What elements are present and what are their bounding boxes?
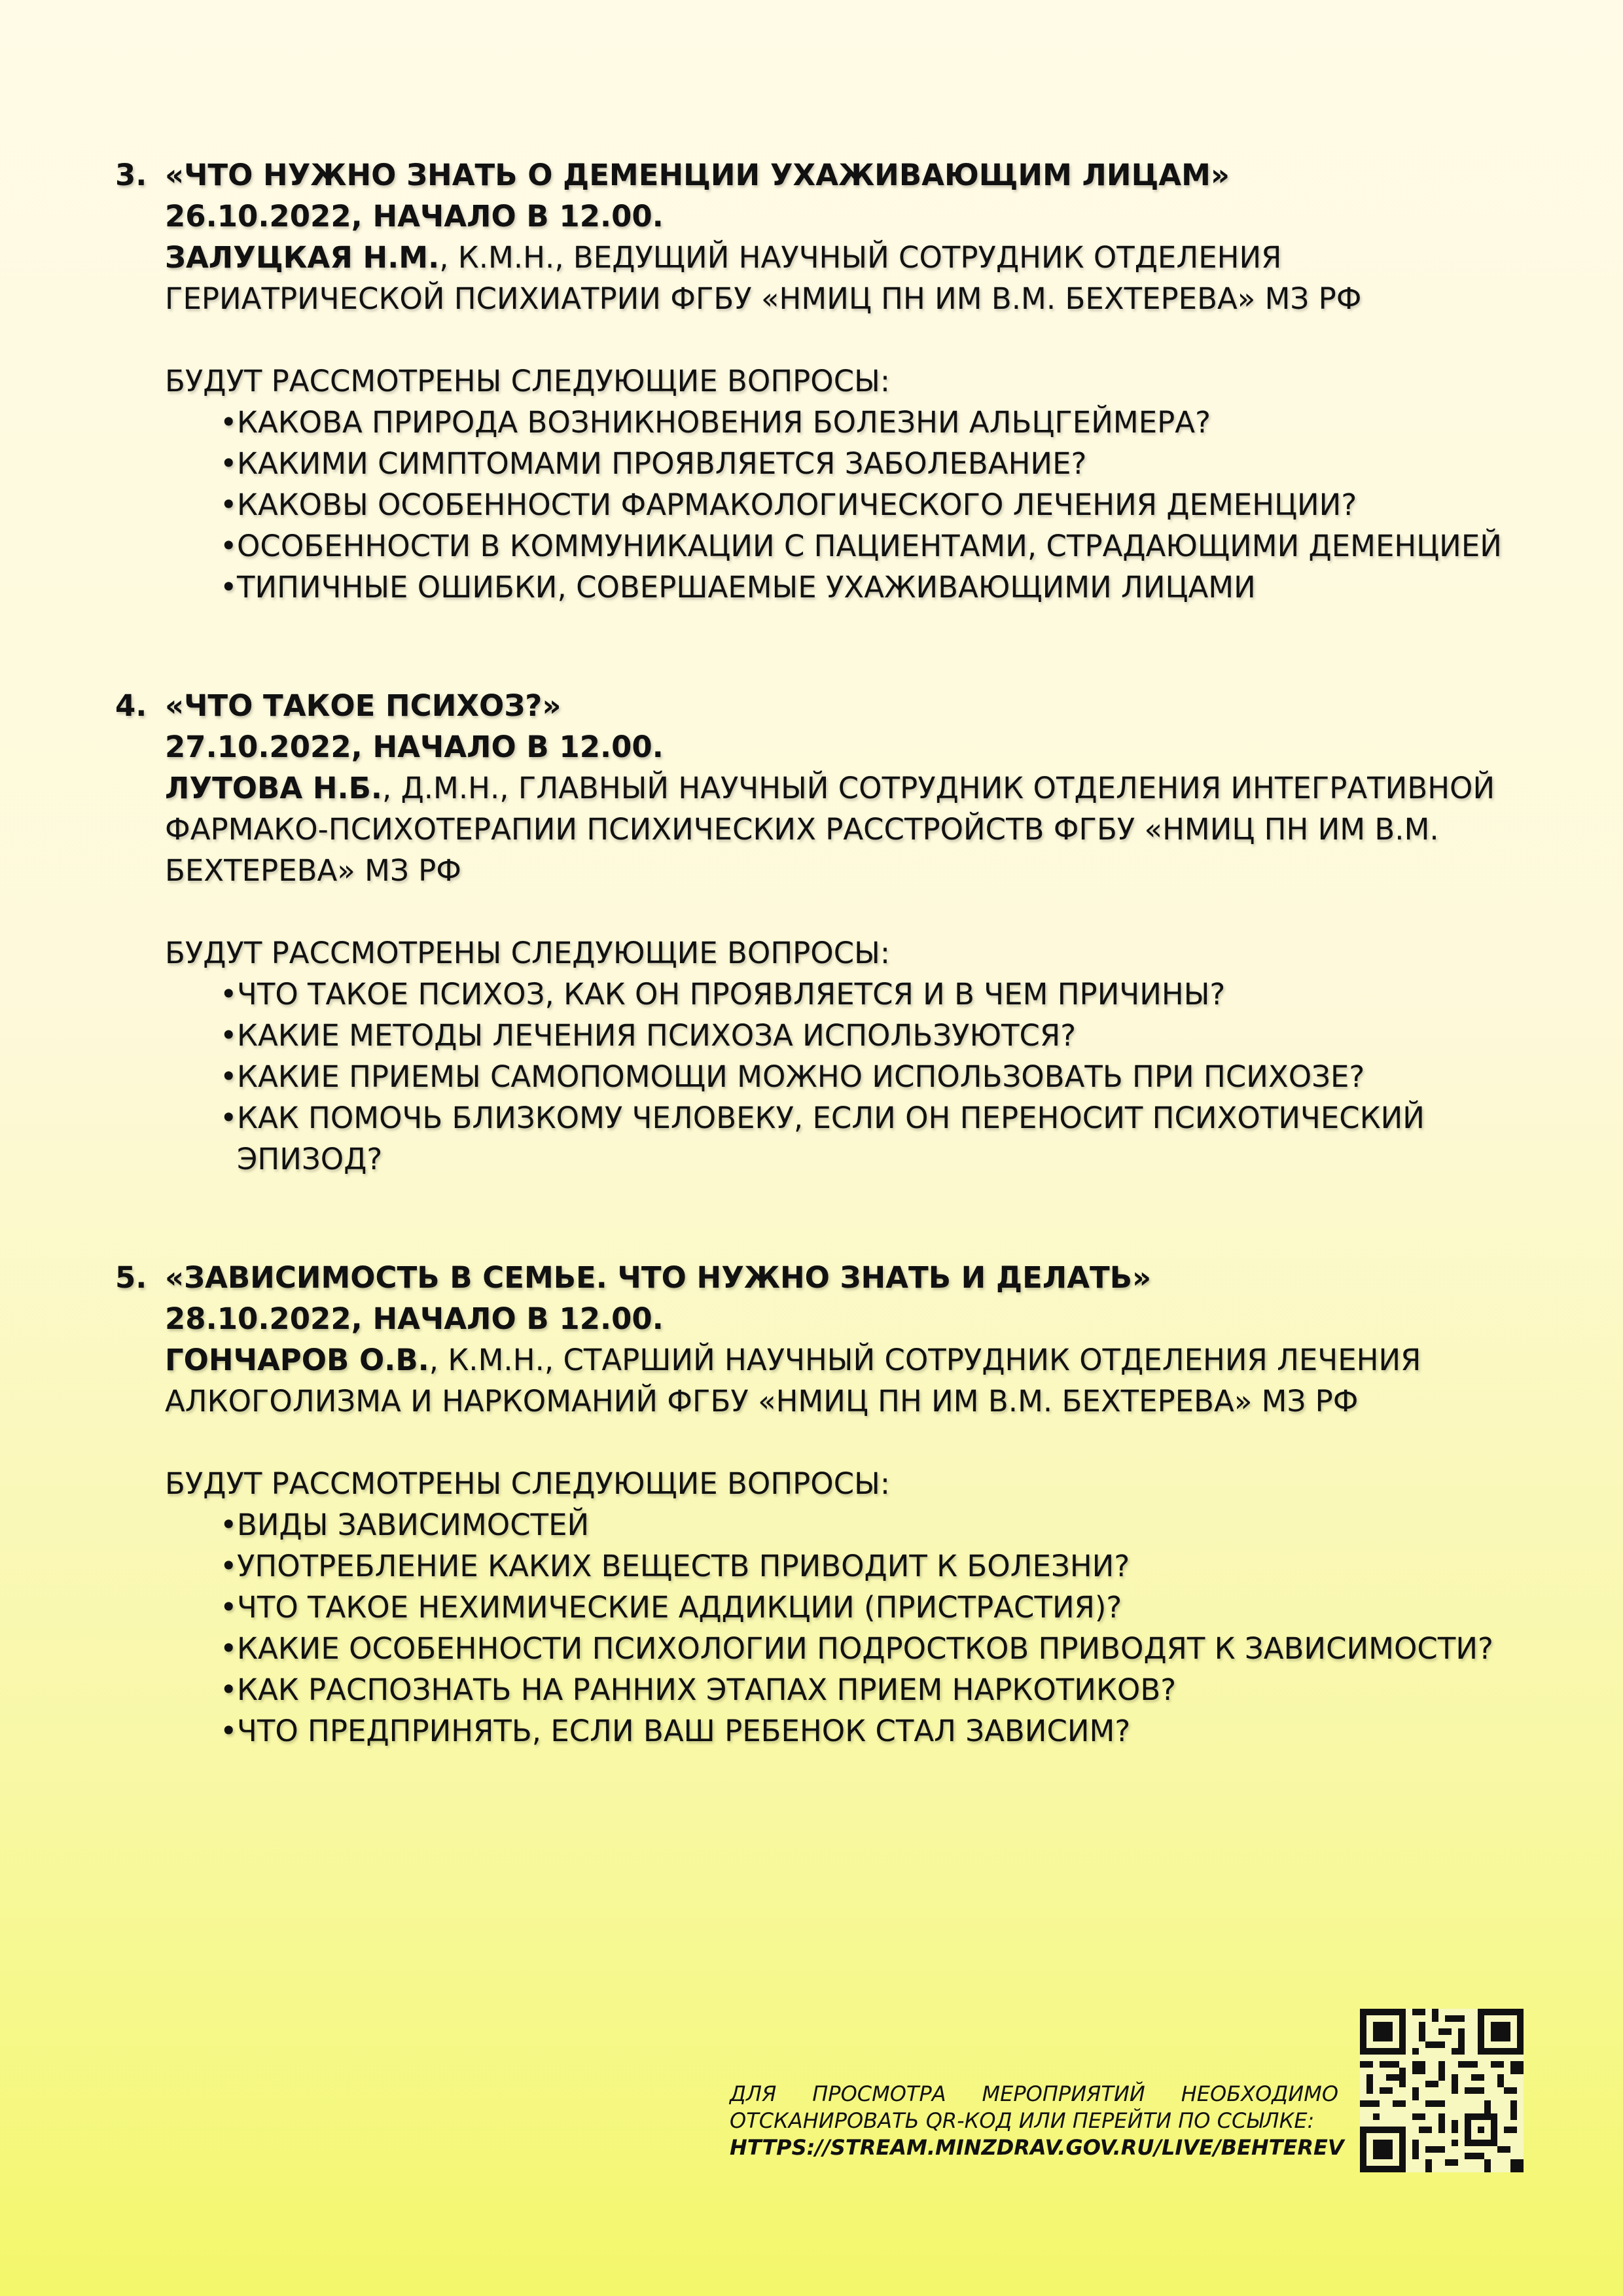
list-item: • ЧТО ТАКОЕ НЕХИМИЧЕСКИЕ АДДИКЦИИ (ПРИСТРАСТИЯ)?: [220, 1587, 1542, 1628]
questions-heading: БУДУТ РАССМОТРЕНЫ СЛЕДУЮЩИЕ ВОПРОСЫ:: [165, 936, 891, 970]
list-item: • КАКИЕ МЕТОДЫ ЛЕЧЕНИЯ ПСИХОЗА ИСПОЛЬЗУЮТСЯ?: [220, 1015, 1542, 1056]
questions-list: [165, 974, 1542, 1180]
speaker-name: ЗАЛУЦКАЯ Н.М.: [165, 240, 440, 275]
list-item: • КАКОВА ПРИРОДА ВОЗНИКНОВЕНИЯ БОЛЕЗНИ АЛЬЦГЕЙМЕРА?: [220, 402, 1542, 443]
questions-list: [165, 402, 1542, 608]
questions-list: [165, 1504, 1542, 1752]
event-number: 4.: [115, 688, 147, 723]
list-item: • ОСОБЕННОСТИ В КОММУНИКАЦИИ С ПАЦИЕНТАМИ, СТРАДАЮЩИМИ ДЕМЕНЦИЕЙ: [220, 525, 1542, 567]
event-number: 5.: [115, 1260, 147, 1295]
list-item: • ЧТО ТАКОЕ ПСИХОЗ, КАК ОН ПРОЯВЛЯЕТСЯ И В ЧЕМ ПРИЧИНЫ?: [220, 974, 1542, 1015]
event-section: [115, 154, 1542, 608]
event-title: «ЧТО НУЖНО ЗНАТЬ О ДЕМЕНЦИИ УХАЖИВАЮЩИМ ЛИЦАМ»: [165, 158, 1230, 192]
speaker-name: ЛУТОВА Н.Б.: [165, 771, 382, 805]
speaker-name: ГОНЧАРОВ О.В.: [165, 1343, 429, 1377]
event-number: 3.: [115, 158, 147, 192]
list-item: • КАКОВЫ ОСОБЕННОСТИ ФАРМАКОЛОГИЧЕСКОГО ЛЕЧЕНИЯ ДЕМЕНЦИИ?: [220, 484, 1542, 525]
list-item: • ВИДЫ ЗАВИСИМОСТЕЙ: [220, 1504, 1542, 1545]
list-item: • КАКИМИ СИМПТОМАМИ ПРОЯВЛЯЕТСЯ ЗАБОЛЕВАНИЕ?: [220, 443, 1542, 484]
list-item: • ТИПИЧНЫЕ ОШИБКИ, СОВЕРШАЕМЫЕ УХАЖИВАЮЩИМИ ЛИЦАМИ: [220, 567, 1542, 608]
event-title: «ЗАВИСИМОСТЬ В СЕМЬЕ. ЧТО НУЖНО ЗНАТЬ И ДЕЛАТЬ»: [165, 1260, 1152, 1295]
list-item: • КАКИЕ ПРИЕМЫ САМОПОМОЩИ МОЖНО ИСПОЛЬЗОВАТЬ ПРИ ПСИХОЗЕ?: [220, 1056, 1542, 1097]
event-date: 28.10.2022, НАЧАЛО В 12.00.: [165, 1301, 664, 1336]
list-item: • КАКИЕ ОСОБЕННОСТИ ПСИХОЛОГИИ ПОДРОСТКОВ ПРИВОДЯТ К ЗАВИСИМОСТИ?: [220, 1628, 1542, 1669]
event-date: 27.10.2022, НАЧАЛО В 12.00.: [165, 730, 664, 764]
list-item: • УПОТРЕБЛЕНИЕ КАКИХ ВЕЩЕСТВ ПРИВОДИТ К БОЛЕЗНИ?: [220, 1545, 1542, 1587]
footer-note: [730, 2081, 1344, 2161]
speaker-info: ГОНЧАРОВ О.В., К.М.Н., СТАРШИЙ НАУЧНЫЙ СОТРУДНИК ОТДЕЛЕНИЯ ЛЕЧЕНИЯ АЛКОГОЛИЗМА И НАРКОМАНИЙ ФГБУ «НМИЦ ПН ИМ В.М. БЕХТЕРЕВА» МЗ РФ: [165, 1343, 1421, 1419]
stream-link[interactable]: HTTPS://STREAM.MINZDRAV.GOV.RU/LIVE/BEHTEREV: [730, 2135, 1344, 2160]
list-item: • КАК РАСПОЗНАТЬ НА РАННИХ ЭТАПАХ ПРИЕМ НАРКОТИКОВ?: [220, 1669, 1542, 1710]
list-item: • ЧТО ПРЕДПРИНЯТЬ, ЕСЛИ ВАШ РЕБЕНОК СТАЛ ЗАВИСИМ?: [220, 1710, 1542, 1752]
list-item: • КАК ПОМОЧЬ БЛИЗКОМУ ЧЕЛОВЕКУ, ЕСЛИ ОН ПЕРЕНОСИТ ПСИХОТИЧЕСКИЙ ЭПИЗОД?: [220, 1097, 1542, 1180]
speaker-info: ЛУТОВА Н.Б., Д.М.Н., ГЛАВНЫЙ НАУЧНЫЙ СОТРУДНИК ОТДЕЛЕНИЯ ИНТЕГРАТИВНОЙ ФАРМАКО-ПСИХОТЕРАПИИ ПСИХИЧЕСКИХ РАССТРОЙСТВ ФГБУ «НМИЦ ПН ИМ В.М. БЕХТЕРЕВА» МЗ РФ: [165, 771, 1495, 888]
program-content: [115, 154, 1542, 1829]
questions-heading: БУДУТ РАССМОТРЕНЫ СЛЕДУЮЩИЕ ВОПРОСЫ:: [165, 1466, 891, 1501]
speaker-info: ЗАЛУЦКАЯ Н.М., К.М.Н., ВЕДУЩИЙ НАУЧНЫЙ СОТРУДНИК ОТДЕЛЕНИЯ ГЕРИАТРИЧЕСКОЙ ПСИХИАТРИИ ФГБУ «НМИЦ ПН ИМ В.М. БЕХТЕРЕВА» МЗ РФ: [165, 240, 1362, 316]
event-section: [115, 1257, 1542, 1752]
event-date: 26.10.2022, НАЧАЛО В 12.00.: [165, 199, 664, 234]
footer-text: ДЛЯ ПРОСМОТРА МЕРОПРИЯТИЙ НЕОБХОДИМО ОТСКАНИРОВАТЬ QR-КОД ИЛИ ПЕРЕЙТИ ПО ССЫЛКЕ:: [730, 2081, 1338, 2133]
event-section: [115, 685, 1542, 1180]
questions-heading: БУДУТ РАССМОТРЕНЫ СЛЕДУЮЩИЕ ВОПРОСЫ:: [165, 364, 891, 398]
event-title: «ЧТО ТАКОЕ ПСИХОЗ?»: [165, 688, 562, 723]
qr-code-icon[interactable]: [1360, 2009, 1524, 2172]
